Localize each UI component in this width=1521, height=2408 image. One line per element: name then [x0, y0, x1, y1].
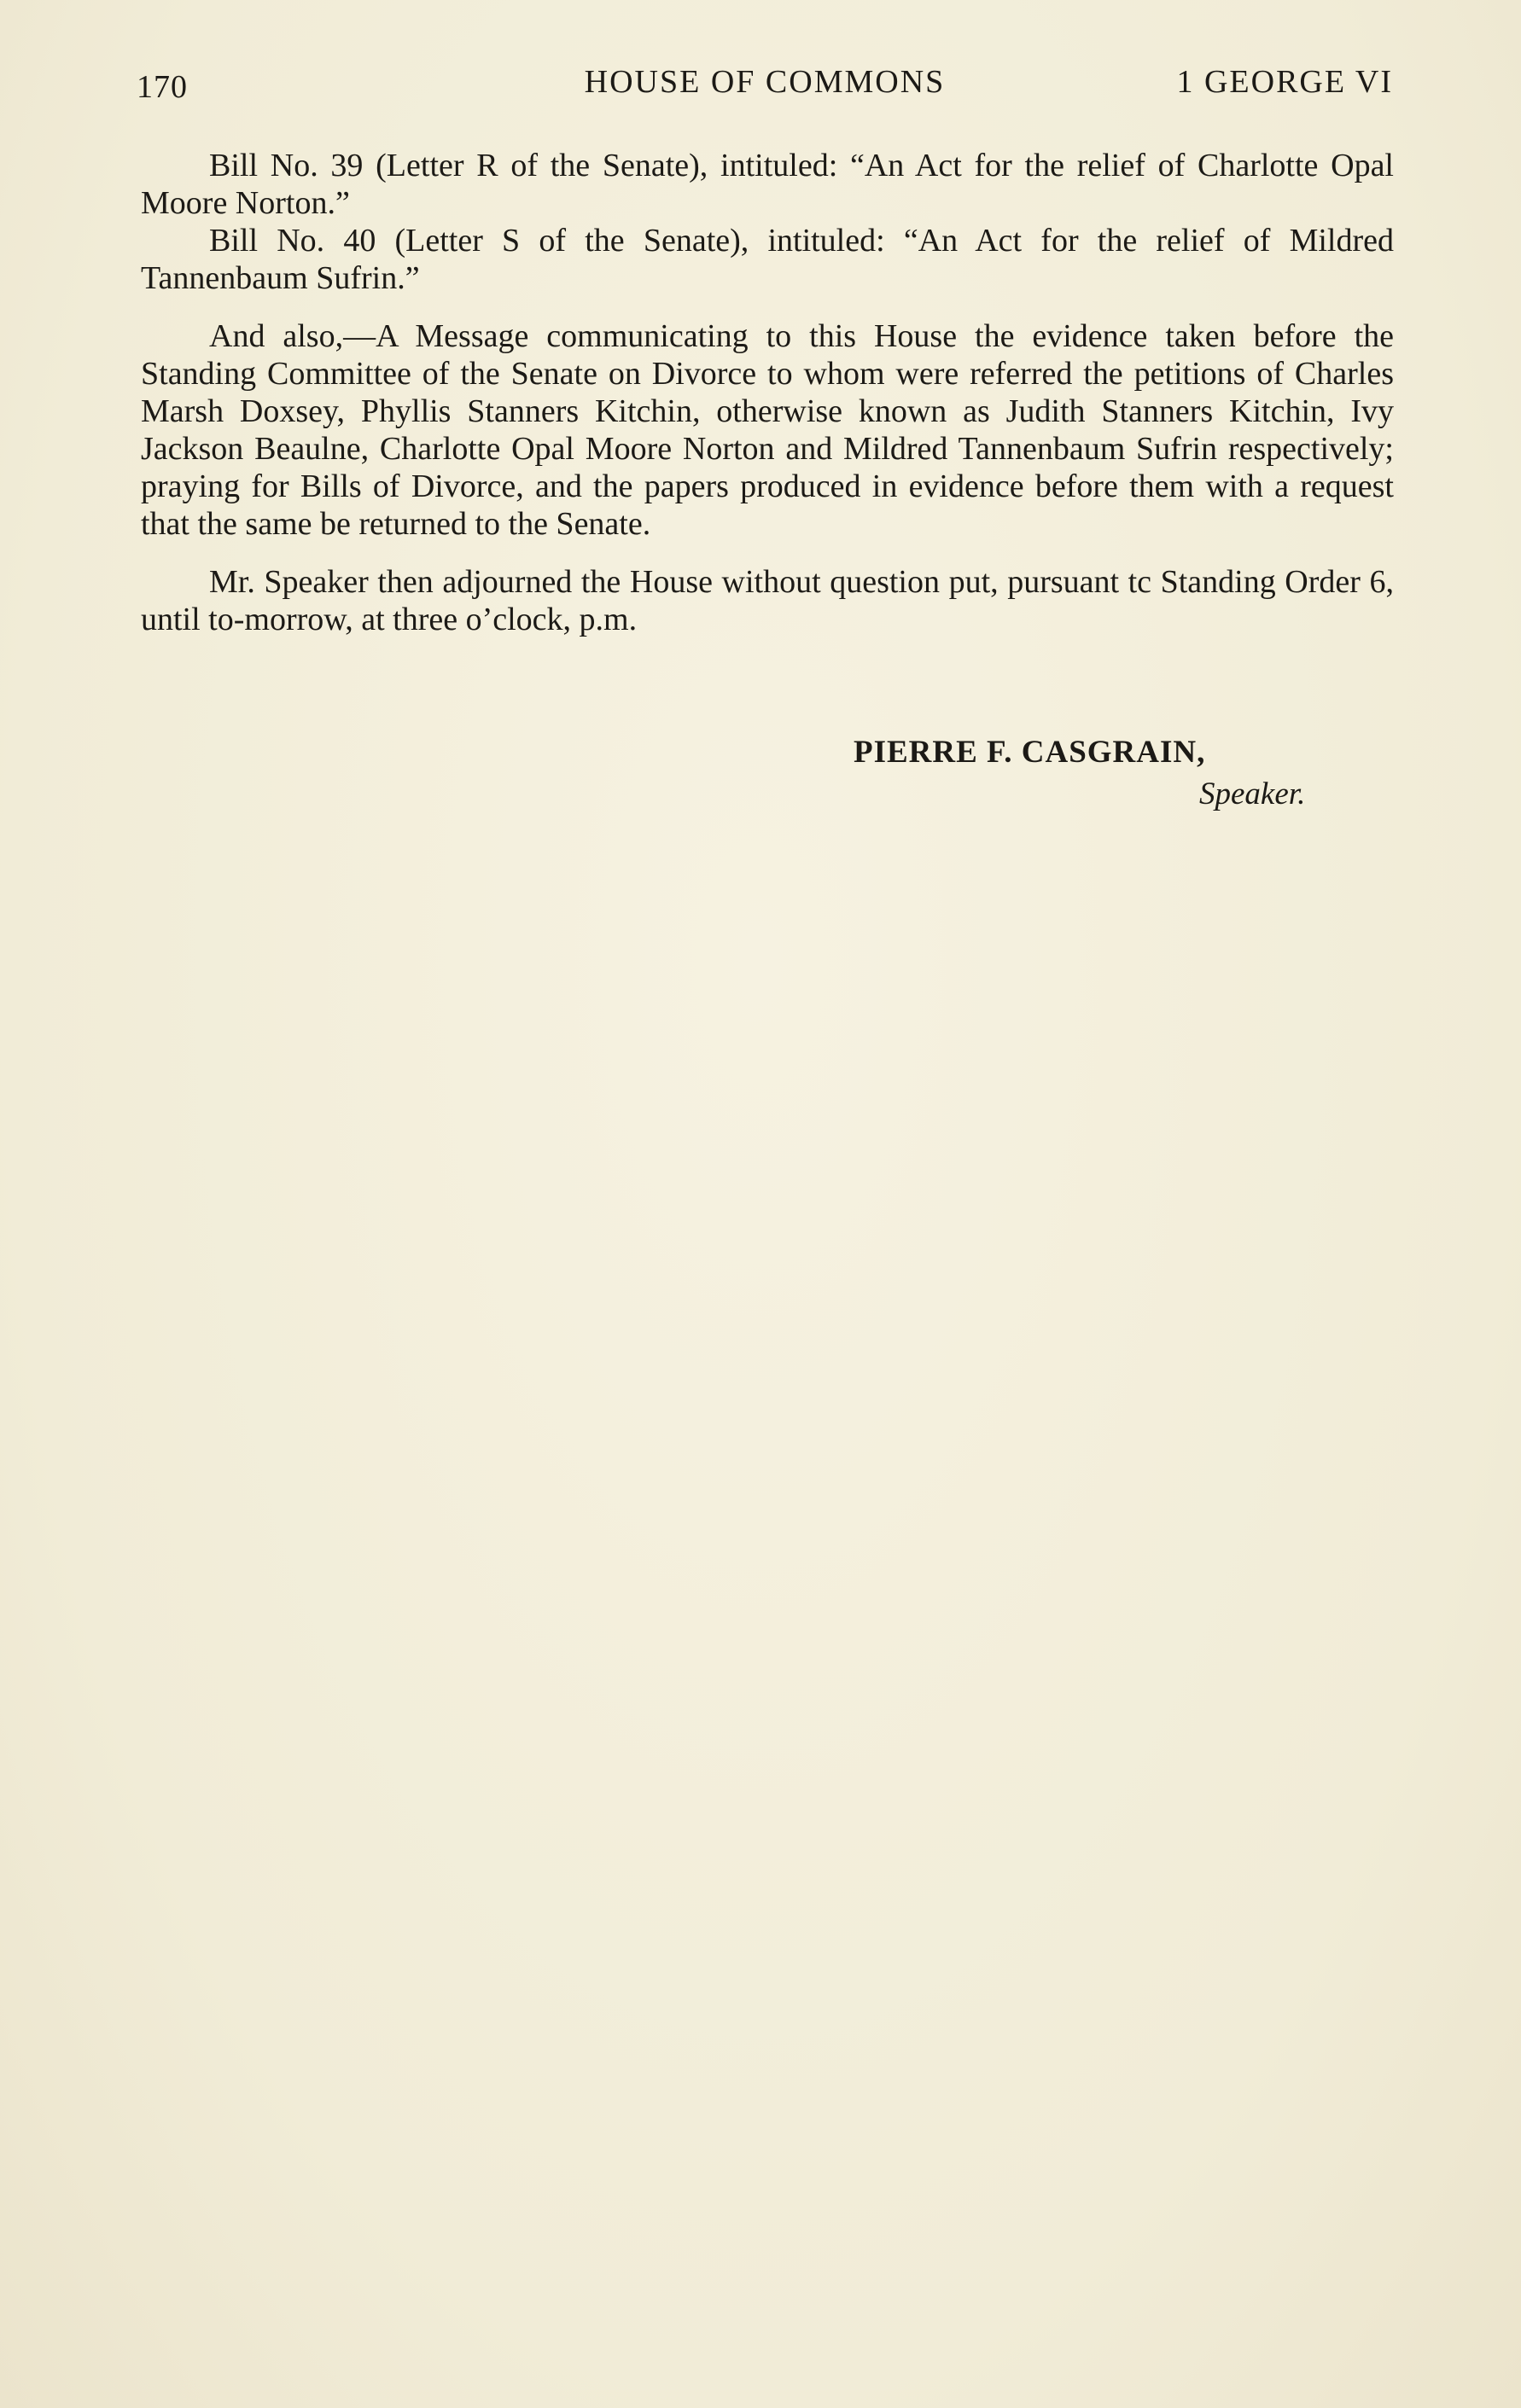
- session-label: 1 GEORGE VI: [1176, 64, 1393, 100]
- page-number: 170: [137, 69, 188, 105]
- signature-block: [854, 734, 1366, 812]
- speaker-title: Speaker.: [1199, 776, 1306, 811]
- bill-40-paragraph: Bill No. 40 (Letter S of the Senate), intituled: “An Act for the relief of Mildred Tannenbaum Sufrin.”: [141, 223, 1394, 296]
- journal-body: [141, 147, 1394, 638]
- senate-message-paragraph: And also,—A Message communicating to this House the evidence taken before the Standing Committee of the Senate on Divorce to whom were referred the petitions of Charles Marsh Doxsey, Phyllis Stanners Kitchin, otherwise known as Judith Stanners Kitchin, Ivy Jackson Beaulne, Charlotte Opal Moore Norton and Mildred Tannenbaum Sufrin respectively; praying for Bills of Divorce, and the papers produced in evidence before them with a request that the same be returned to the Senate.: [141, 318, 1394, 542]
- speaker-name: PIERRE F. CASGRAIN,: [854, 735, 1206, 770]
- running-header: [137, 61, 1393, 113]
- adjournment-paragraph: Mr. Speaker then adjourned the House without question put, pursuant tc Standing Order 6, until to-morrow, at three o’clock, p.m.: [141, 564, 1394, 637]
- journal-title: HOUSE OF COMMONS: [584, 64, 946, 100]
- bill-39-paragraph: Bill No. 39 (Letter R of the Senate), intituled: “An Act for the relief of Charlotte Opal Moore Norton.”: [141, 148, 1394, 221]
